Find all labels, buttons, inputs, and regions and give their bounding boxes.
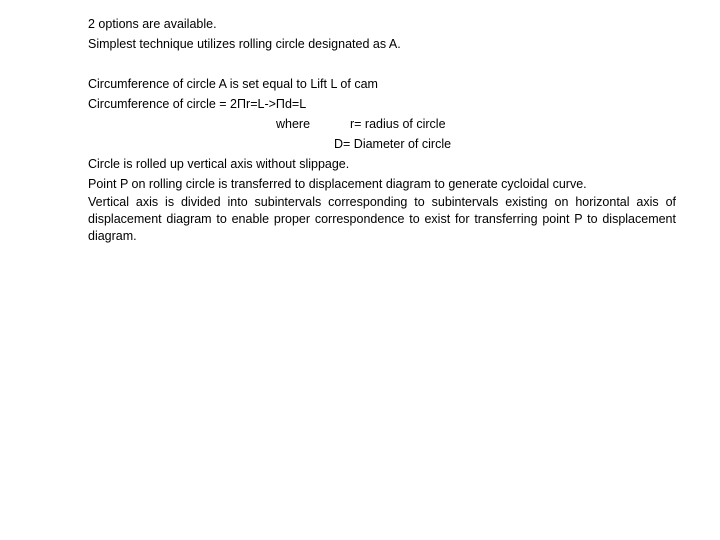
text-line-circumference-lift: Circumference of circle A is set equal to Lift L of cam	[88, 77, 378, 91]
text-paragraph-vertical-axis: Vertical axis is divided into subintervals corresponding to subintervals existing on horizontal axis of displacement diagram to enable proper correspondence to exist for transferring point P to displacement diagram.	[88, 195, 676, 243]
text-line-point-p: Point P on rolling circle is transferred to displacement diagram to generate cycloidal curve.	[88, 177, 587, 191]
text-line-circumference-formula: Circumference of circle = 2Πr=L->Πd=L	[88, 97, 307, 111]
diameter-definition: D= Diameter of circle	[334, 137, 452, 151]
text-line-rolled: Circle is rolled up vertical axis without slippage.	[88, 157, 350, 171]
where-label: where	[276, 117, 311, 131]
text-line-technique: Simplest technique utilizes rolling circle designated as A.	[88, 37, 401, 51]
diameter-line	[88, 134, 676, 154]
radius-definition: r= radius of circle	[350, 117, 446, 131]
text-line-options: 2 options are available.	[88, 17, 217, 31]
where-line	[88, 114, 676, 134]
body-text	[88, 14, 676, 245]
blank-line	[88, 54, 676, 74]
